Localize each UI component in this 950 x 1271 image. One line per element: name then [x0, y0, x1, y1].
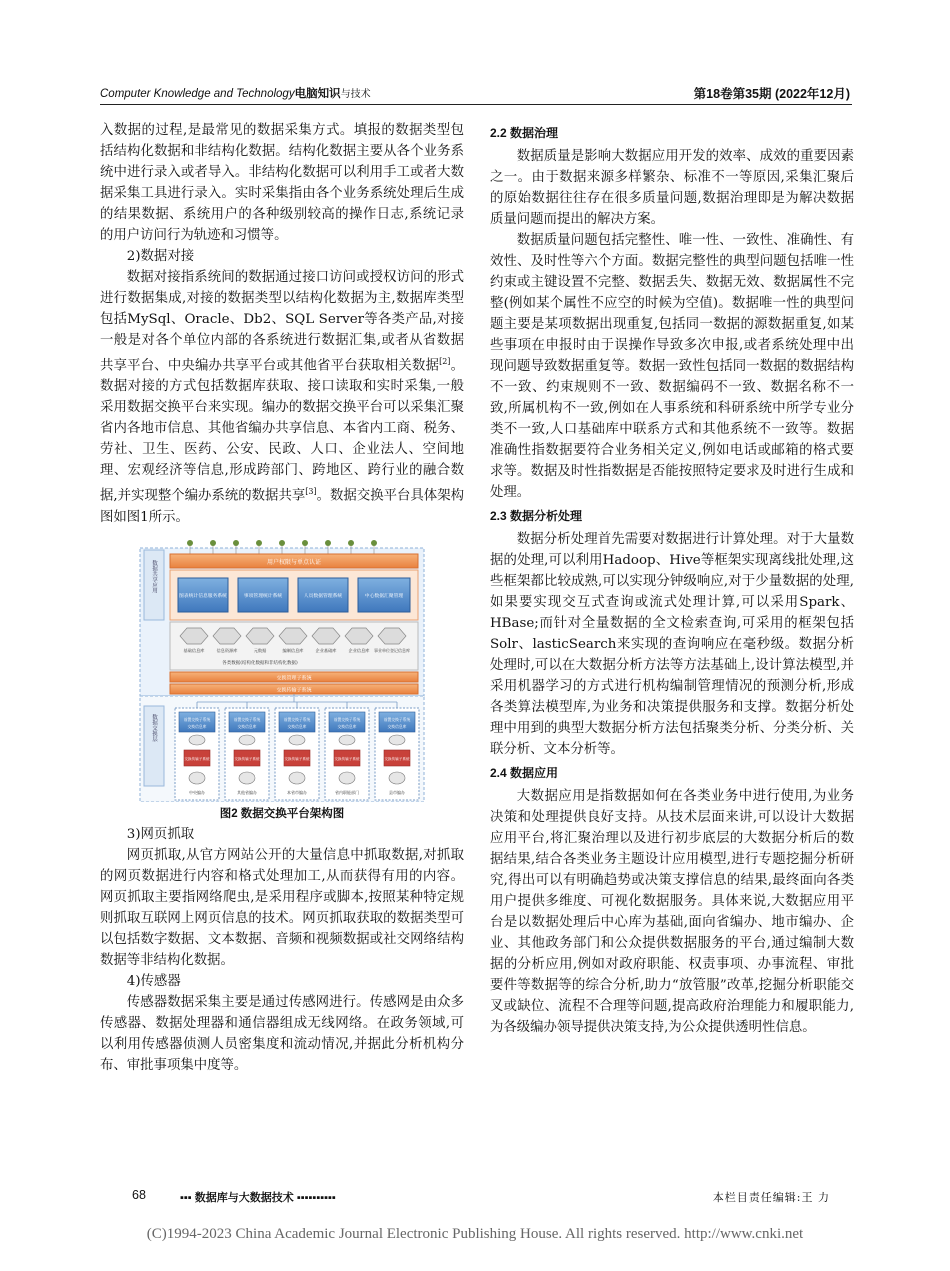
user-icons [187, 540, 377, 546]
page-number: 68 [132, 1188, 146, 1202]
paragraph: 数据质量问题包括完整性、唯一性、一致性、准确性、有效性、及时性等六个方面。数据完整性的典型问题包括唯一性约束或主键设置不完整、数据丢失、数据无效、数据属性不完整(例如某个属性不应空的时候为空值)。数据唯一性的典型问题主要是某项数据出现重复,包括同一数据的源数据重复,如某些事项在申报时由于误操作导致多次申报,或者系统处理中出现问题导致数据重复等。数据一致性包括同一数据的数据结构不一致、约束规则不一致、数据编码不一致、数据名称不一致,所属机构不一致,例如在人事系统和科研系统中所学专业分类不一致,人口基础库中联系方式和其他系统不一致等。数据准确性指数据要符合业务相关定义,例如电话或邮箱的格式要求等。数据及时性指数据是否能按照特定要求及时进行生成和处理。 [490, 233, 854, 500]
copyright-notice: (C)1994-2023 China Academic Journal Electronic Publishing House. All rights reserved. http://www.cnki.net [146, 1226, 804, 1242]
architecture-diagram [100, 536, 464, 802]
svg-text:交换信息库: 交换信息库 [287, 723, 307, 729]
figure-architecture [100, 536, 464, 824]
citation: [3] [305, 487, 317, 497]
figure-caption: 图2 数据交换平台架构图 [219, 807, 345, 820]
app-label: 图表统计信息服务系统 [179, 593, 227, 599]
side-label-top: 数据共享应用 [151, 559, 157, 593]
svg-text:前置交换子系统: 前置交换子系统 [183, 716, 211, 722]
footer-editor: 本栏目责任编辑:王 力 [712, 1191, 830, 1204]
paragraph: 传感器数据采集主要是通过传感网进行。传感网是由众多传感器、数据处理器和通信器组成无线网络。在政务领域,可以利用传感器侦测人员密集度和流动情况,并据此分析机构分布、审批事项集中度等。 [100, 994, 464, 1073]
db-label: 基础信息库 [183, 647, 205, 653]
app-label: 中心数据汇聚管理 [364, 593, 404, 599]
bus-label: 交换管理子系统 [276, 675, 312, 682]
db-label: 信息资源库 [216, 647, 238, 653]
app-label: 事项管理统计系统 [243, 593, 283, 599]
auth-bar-label: 用户权限与单点认证 [266, 558, 322, 566]
svg-text:交换传输子系统: 交换传输子系统 [334, 756, 360, 761]
journal-header [100, 85, 371, 101]
footer-section: ▪▪▪ 数据库与大数据技术 ▪▪▪▪▪▪▪▪▪▪ [180, 1192, 336, 1204]
app-label: 人员数据管理系统 [303, 593, 343, 599]
paragraph: 入数据的过程,是最常见的数据采集方式。填报的数据类型包括结构化数据和非结构化数据。结构化数据主要从各个业务系统中进行录入或者导入。非结构化数据可以利用手工或者大数据采集工具进行录入。实时采集指由各个业务系统处理后生成的结果数据、系统用户的各种级别较高的操作日志,系统记录的用户访问行为轨迹和习惯等。 [100, 123, 464, 243]
svg-text:交换信息库: 交换信息库 [387, 723, 407, 729]
svg-text:交换信息库: 交换信息库 [237, 723, 257, 729]
svg-text:交换传输子系统: 交换传输子系统 [284, 756, 310, 761]
journal-name-en: Computer Knowledge and Technology [100, 88, 295, 100]
section-heading-2-4: 2.4 数据应用 [490, 766, 559, 780]
node-bottom-label: 县市编办 [389, 789, 405, 795]
svg-text:前置交换子系统: 前置交换子系统 [233, 716, 261, 722]
node-top-boxes [179, 712, 415, 732]
db-label: 企业信息库 [348, 647, 370, 653]
header-rule [100, 104, 852, 105]
section-heading-2-3: 2.3 数据分析处理 [490, 509, 583, 523]
subheading-data-docking: 2)数据对接 [126, 249, 195, 264]
node-bottom-label: 本省市编办 [287, 789, 307, 795]
paragraph: 网页抓取,从官方网站公开的大量信息中抓取数据,对抓取的网页数据进行内容和格式处理加工,从而获得有用的内容。网页抓取主要指网络爬虫,是采用程序或脚本,按照某种特定规则抓取互联网上网页信息的技术。网页抓取获取的数据类型可以包括数字数据、文本数据、音频和视频数据或社交网络结构数据等非结构化数据。 [100, 847, 464, 968]
subheading-sensor: 4)传感器 [126, 973, 181, 989]
svg-text:交换传输子系统: 交换传输子系统 [384, 756, 410, 761]
side-label-bottom: 数据交换层 [151, 713, 157, 742]
svg-text:交换传输子系统: 交换传输子系统 [234, 756, 260, 761]
left-column [100, 120, 464, 1076]
journal-name-cn: 电脑知识 [294, 88, 341, 100]
svg-text:前置交换子系统: 前置交换子系统 [383, 716, 411, 722]
paragraph: 数据分析处理首先需要对数据进行计算处理。对于大量数据的处理,可以利用Hadoop、Hive等框架实现离线批处理,这些框架都比较成熟,可以实现分钟级响应,对于少量数据的处理,如果要实现交互式查询或流式处理计算,可以采用Spark、HBase;而针对全量数据的全文检索查询,可采用的框架包括Solr、lasticSearch来实现的查询响应在毫秒级。数据分析处理时,可以在大数据分析方法等方法基础上,设计算法模型,并采用机器学习的方式进行机构编制管理情况的预测分析,形成各类算法模型库,为业务和决策提供服务和支撑。数据分析处理中用到的典型大数据分析方法包括聚类分析、分类分析、关联分析、文本分析等。 [490, 532, 854, 757]
db-label: 元数据 [253, 647, 267, 653]
svg-text:交换信息库: 交换信息库 [337, 723, 357, 729]
svg-text:前置交换子系统: 前置交换子系统 [333, 716, 361, 722]
svg-text:前置交换子系统: 前置交换子系统 [283, 716, 311, 722]
journal-name-cn-small: 与技术 [340, 89, 371, 100]
paragraph: 数据质量是影响大数据应用开发的效率、成效的重要因素之一。由于数据来源多样繁杂、标准不一等原因,采集汇聚后的原始数据往往存在很多质量问题,数据治理即是为解决数据质量问题而提出的解决方案。 [490, 149, 854, 227]
right-column [490, 120, 854, 1038]
db-label: 编制信息库 [282, 647, 304, 653]
section-heading-2-2: 2.2 数据治理 [490, 126, 559, 140]
node-bottom-label: 省内职能部门 [335, 789, 359, 795]
citation: [2] [439, 357, 451, 366]
svg-text:交换信息库: 交换信息库 [187, 723, 207, 729]
node-bottom-label: 其他省编办 [237, 789, 257, 795]
db-note: 各类数据(结构化数据和非结构化数据) [222, 660, 298, 666]
paragraph: 大数据应用是指数据如何在各类业务中进行使用,为业务决策和处理提供良好支持。从技术层面来讲,可以设计大数据应用平台,将汇聚治理以及进行初步底层的大数据分析后的数据结果,结合各类业务主题设计应用模型,进行专题挖掘分析研究,得出可以有明确趋势或决策支撑信息的结果,最终面向各类用户提供多维度、可视化数据服务。具体来说,大数据应用平台是以数据处理后中心库为基础,面向省编办、地市编办、企业、其他政务部门和公众提供数据服务的平台,通过编制大数据的分析应用,例如对政府职能、权责事项、办事流程、审批要件等数据等的综合分析,助力“放管服”改革,挖掘分析职能交叉或缺位、流程不合理等问题,提高政府治理能力和履职能力,为各级编办领导提供决策支持,为公众提供透明性信息。 [490, 789, 854, 1035]
bus-label: 交换传输子系统 [276, 687, 312, 694]
subheading-web-scraping: 3)网页抓取 [126, 826, 195, 842]
volume-info: 第18卷第35期 (2022年12月) [693, 87, 850, 101]
paragraph: 数据对接指系统间的数据通过接口访问或授权访问的形式进行数据集成,对接的数据类型以结构化数据为主,数据库类型包括MySql、Oracle、Db2、SQL Server等各类产品,对接一般是对各个单位内部的各系统进行数据汇集,或者从省数据共享平台、中央编办共享平台或其他省平台获取相关数据[2]。数据对接的方式包括数据库获取、接口读取和实时采集,一般采用数据交换平台来实现。编办的数据交换平台可以采集汇聚省内各地市信息、其他省编办共享信息、本省内工商、税务、劳社、卫生、医药、公安、民政、人口、企业法人、空间地理、宏观经济等信息,形成跨部门、跨地区、跨行业的融合数据,并实现整个编办系统的数据共享[3]。数据交换平台具体架构图如图1所示。 [100, 270, 465, 525]
db-label: 事业单位登记信息库 [374, 647, 410, 653]
node-bottom-label: 中央编办 [189, 789, 205, 795]
db-label: 企业基础库 [315, 647, 337, 653]
svg-text:交换传输子系统: 交换传输子系统 [184, 756, 210, 761]
